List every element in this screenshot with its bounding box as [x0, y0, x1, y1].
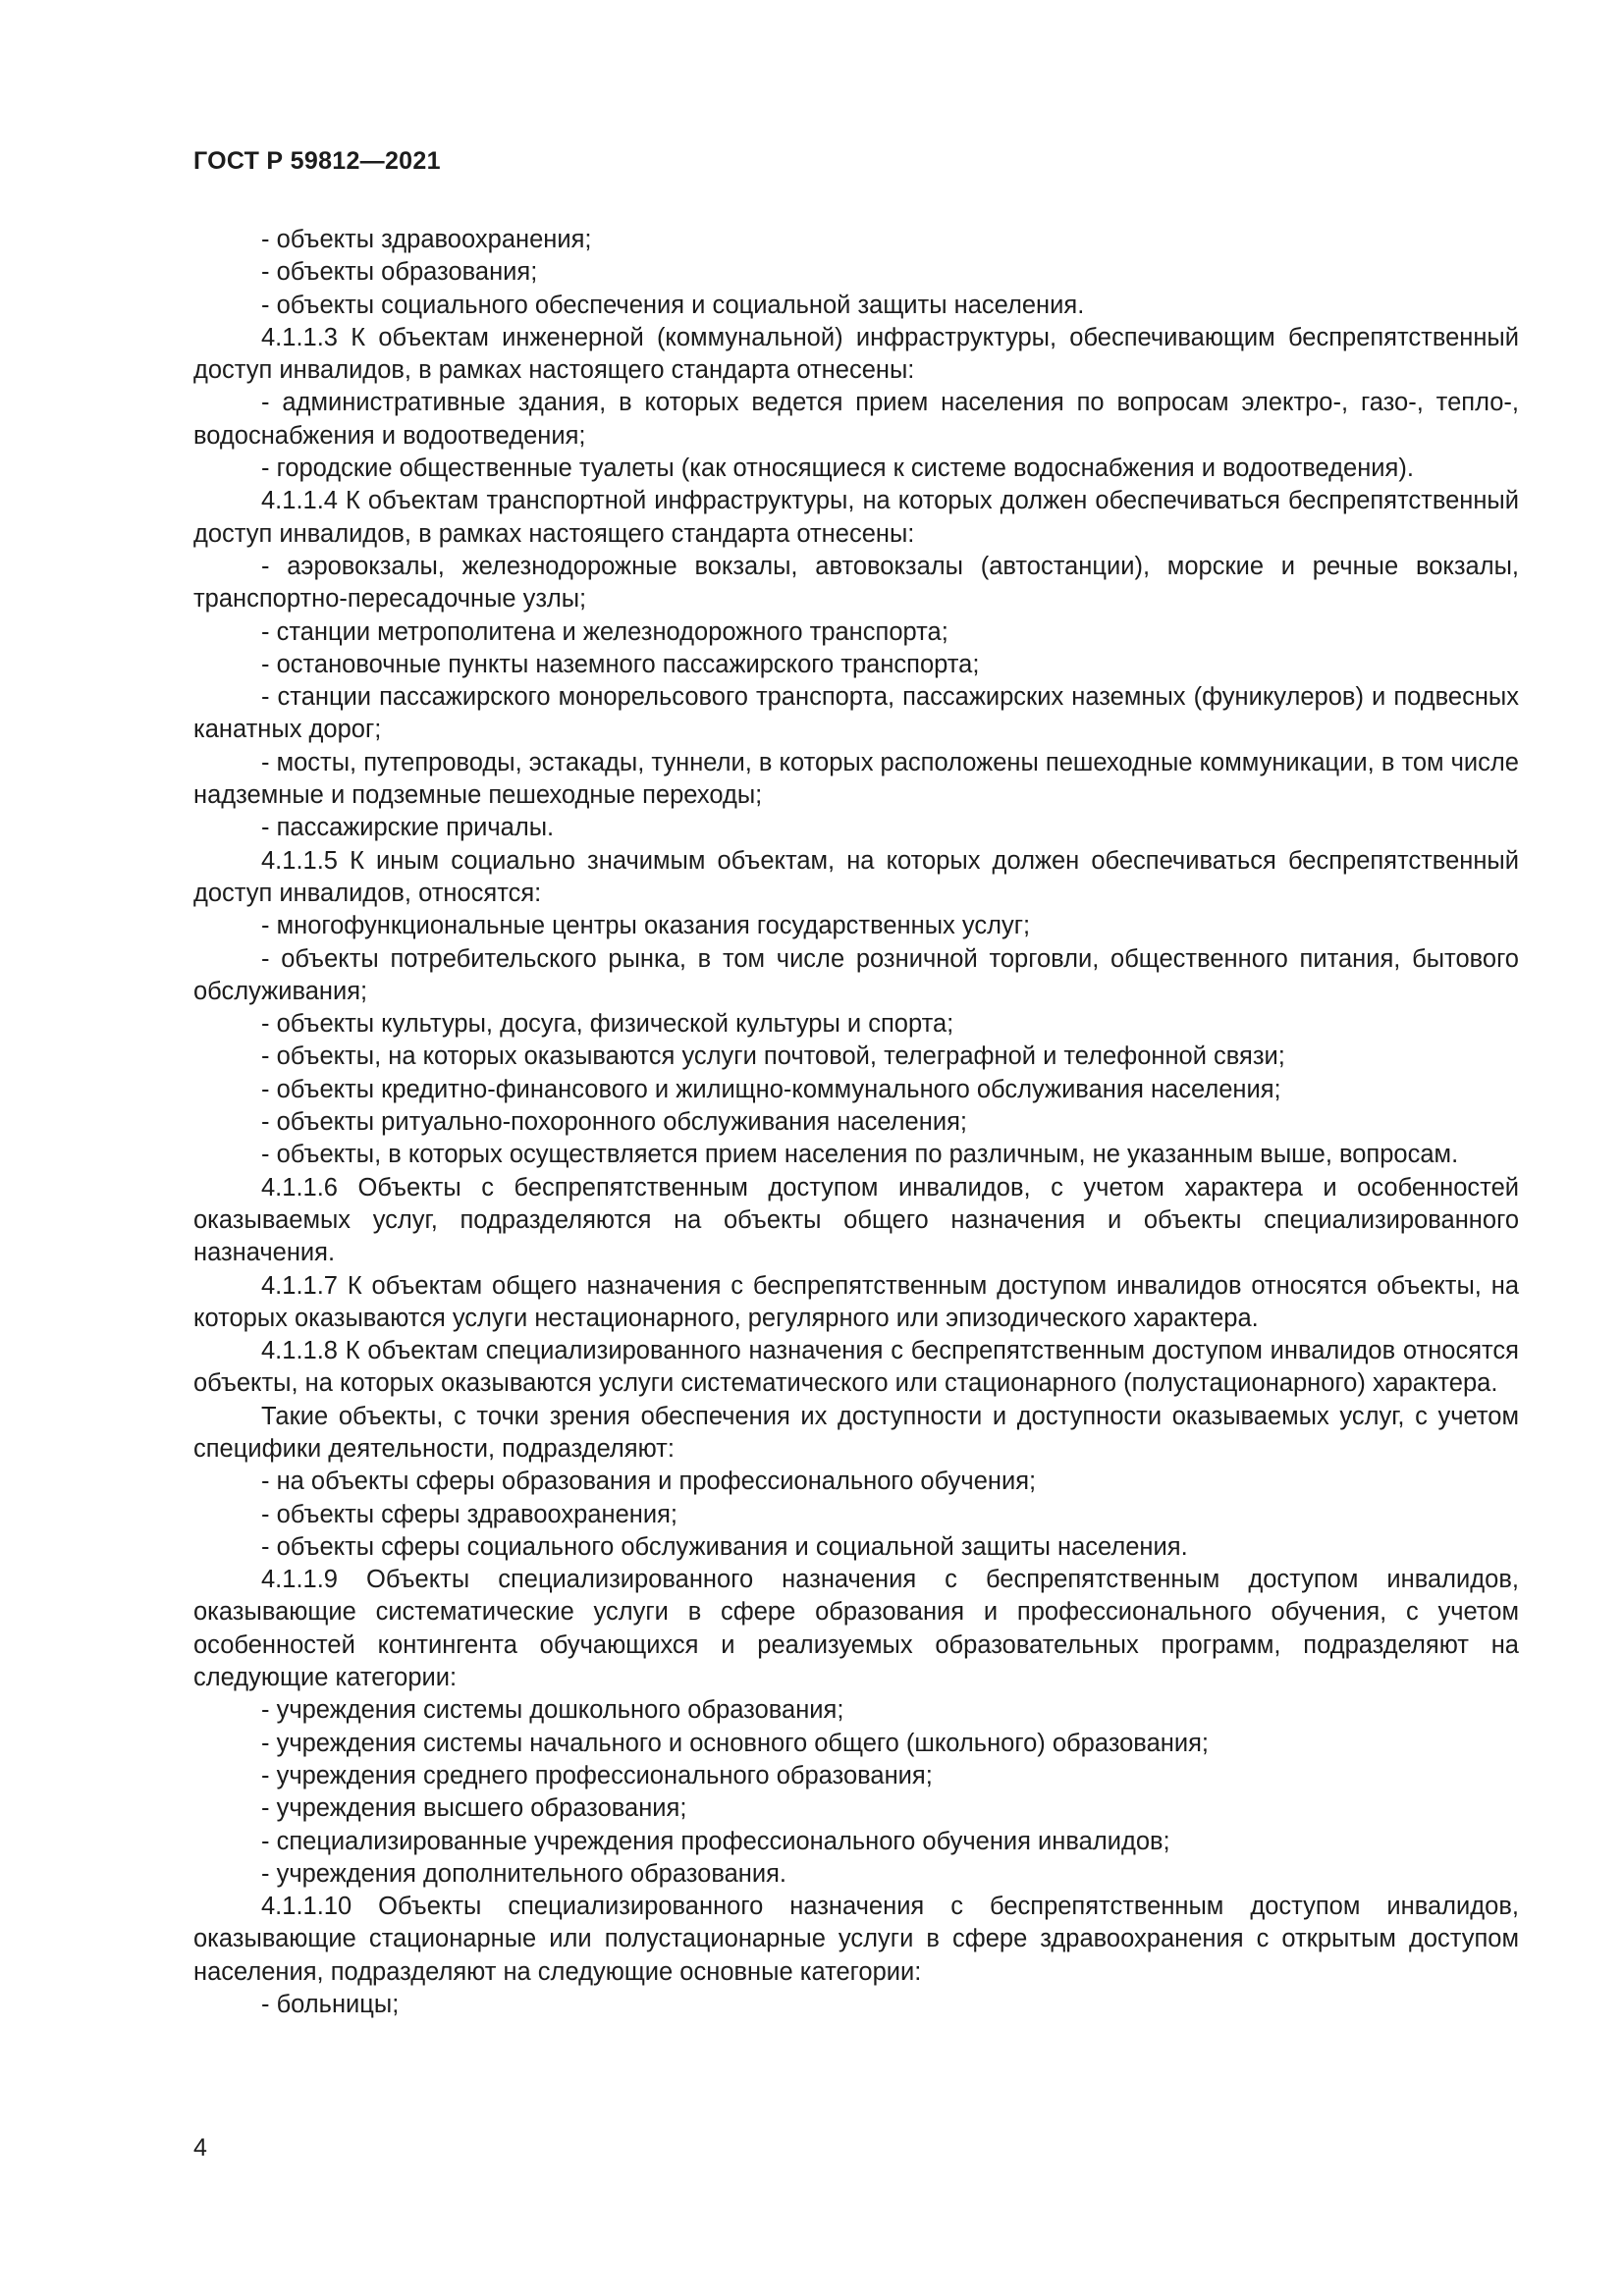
paragraph: - объекты, на которых оказываются услуги почтовой, телеграфной и телефонной связи;	[261, 1042, 1285, 1071]
paragraph: - объекты социального обеспечения и социальной защиты населения.	[261, 291, 1085, 319]
paragraph: 4.1.1.9 Объекты специализированного назначения с беспрепятственным доступом инвалидов, оказывающие систематические услуги в сфере образования и профессионального обучения, с учетом особенностей контингента обучающихся и реализуемых образовательных программ, подразделяют на следующие категории:	[193, 1566, 1519, 1692]
paragraph: 4.1.1.10 Объекты специализированного назначения с беспрепятственным доступом инвалидов, оказывающие стационарные или полустационарные услуги в сфере здравоохранения с открытым доступом населения, подразделяют на следующие основные категории:	[193, 1893, 1519, 1986]
paragraph: - учреждения высшего образования;	[261, 1794, 687, 1823]
paragraph: - аэровокзалы, железнодорожные вокзалы, автовокзалы (автостанции), морские и речные вокзалы, транспортно-пересадочные узлы;	[193, 552, 1519, 614]
paragraph: - учреждения среднего профессионального образования;	[261, 1761, 933, 1789]
paragraph: - остановочные пункты наземного пассажирского транспорта;	[261, 650, 980, 678]
document-header: ГОСТ Р 59812—2021	[193, 147, 441, 175]
paragraph: 4.1.1.8 К объектам специализированного назначения с беспрепятственным доступом инвалидов относятся объекты, на которых оказываются услуги систематического или стационарного (полустационарного) характера.	[193, 1337, 1519, 1398]
paragraph: - административные здания, в которых ведется прием населения по вопросам электро-, газо-, тепло-, водоснабжения и водоотведения;	[193, 389, 1519, 450]
paragraph: - объекты потребительского рынка, в том числе розничной торговли, общественного питания, бытового обслуживания;	[193, 944, 1519, 1005]
paragraph: 4.1.1.7 К объектам общего назначения с беспрепятственным доступом инвалидов относятся объекты, на которых оказываются услуги нестационарного, регулярного или эпизодического характера.	[193, 1271, 1519, 1332]
paragraph: - учреждения системы дошкольного образования;	[261, 1696, 844, 1725]
paragraph: - станции пассажирского монорельсового транспорта, пассажирских наземных (фуникулеров) и подвесных канатных дорог;	[193, 683, 1519, 744]
paragraph: 4.1.1.5 К иным социально значимым объектам, на которых должен обеспечиваться беспрепятственный доступ инвалидов, относятся:	[193, 846, 1519, 907]
paragraph: - объекты кредитно-финансового и жилищно-коммунального обслуживания населения;	[261, 1075, 1281, 1103]
paragraph: - объекты ритуально-похоронного обслуживания населения;	[261, 1108, 967, 1137]
paragraph: - объекты здравоохранения;	[261, 226, 592, 253]
page-number: 4	[193, 2134, 207, 2162]
paragraph: - станции метрополитена и железнодорожного транспорта;	[261, 617, 948, 646]
paragraph: 4.1.1.4 К объектам транспортной инфраструктуры, на которых должен обеспечиваться беспрепятственный доступ инвалидов, в рамках настоящего стандарта отнесены:	[193, 487, 1519, 548]
paragraph: - многофункциональные центры оказания государственных услуг;	[261, 912, 1031, 940]
paragraph: - объекты сферы социального обслуживания и социальной защиты населения.	[261, 1532, 1188, 1561]
paragraph: - пассажирские причалы.	[261, 814, 555, 842]
paragraph: - на объекты сферы образования и профессионального обучения;	[261, 1468, 1037, 1496]
paragraph: 4.1.1.6 Объекты с беспрепятственным доступом инвалидов, с учетом характера и особенностей оказываемых услуг, подразделяются на объекты общего назначения и объекты специализированного назначения.	[193, 1173, 1519, 1267]
paragraph: - объекты образования;	[261, 258, 538, 287]
paragraph: - специализированные учреждения профессионального обучения инвалидов;	[261, 1827, 1170, 1855]
paragraph: - мосты, путепроводы, эстакады, туннели, в которых расположены пешеходные коммуникации, в том числе надземные и подземные пешеходные переходы;	[193, 748, 1519, 810]
paragraph: - больницы;	[261, 1991, 400, 2019]
paragraph: - учреждения дополнительного образования.	[261, 1859, 787, 1888]
document-body	[193, 224, 1519, 2021]
paragraph: - объекты культуры, досуга, физической культуры и спорта;	[261, 1010, 954, 1039]
paragraph: - объекты, в которых осуществляется прием населения по различным, не указанным выше, вопросам.	[261, 1141, 1459, 1169]
paragraph: Такие объекты, с точки зрения обеспечения их доступности и доступности оказываемых услуг, с учетом специфики деятельности, подразделяют:	[193, 1402, 1519, 1463]
paragraph: 4.1.1.3 К объектам инженерной (коммунальной) инфраструктуры, обеспечивающим беспрепятственный доступ инвалидов, в рамках настоящего стандарта отнесены:	[193, 323, 1519, 385]
paragraph: - учреждения системы начального и основного общего (школьного) образования;	[261, 1729, 1209, 1757]
paragraph: - городские общественные туалеты (как относящиеся к системе водоснабжения и водоотведения).	[261, 454, 1414, 483]
paragraph: - объекты сферы здравоохранения;	[261, 1500, 677, 1528]
